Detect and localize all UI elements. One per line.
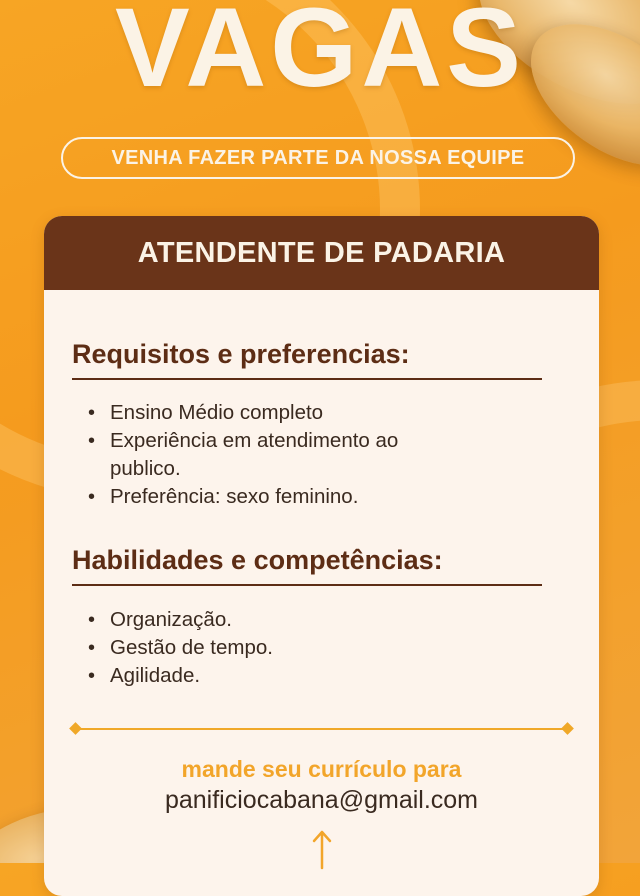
diamond-icon <box>561 722 574 735</box>
list-item: • Organização. <box>86 606 486 634</box>
requirements-rule <box>72 378 542 380</box>
headline: VAGAS <box>115 0 525 110</box>
skills-title: Habilidades e competências: <box>72 545 443 575</box>
job-title: ATENDENTE DE PADARIA <box>137 236 506 269</box>
list-item: • Experiência em atendimento ao publico. <box>86 427 446 483</box>
job-card <box>44 216 599 896</box>
list-item: • Preferência: sexo feminino. <box>86 483 446 511</box>
skills-list <box>86 606 486 690</box>
ornament-divider <box>74 728 570 730</box>
skills-rule <box>72 584 542 586</box>
diamond-icon <box>69 722 82 735</box>
cta-text: mande seu currículo para <box>181 756 462 782</box>
email-link[interactable]: panificiocabana@gmail.com <box>164 786 479 814</box>
requirements-list <box>86 399 446 511</box>
list-item: • Ensino Médio completo <box>86 399 446 427</box>
subtitle-text: VENHA FAZER PARTE DA NOSSA EQUIPE <box>111 146 525 169</box>
list-item: • Gestão de tempo. <box>86 634 486 662</box>
list-item: • Agilidade. <box>86 662 486 690</box>
arrow-up-icon <box>312 830 332 870</box>
requirements-title: Requisitos e preferencias: <box>72 339 410 369</box>
job-card-header <box>44 216 599 290</box>
subtitle-pill <box>61 137 575 179</box>
